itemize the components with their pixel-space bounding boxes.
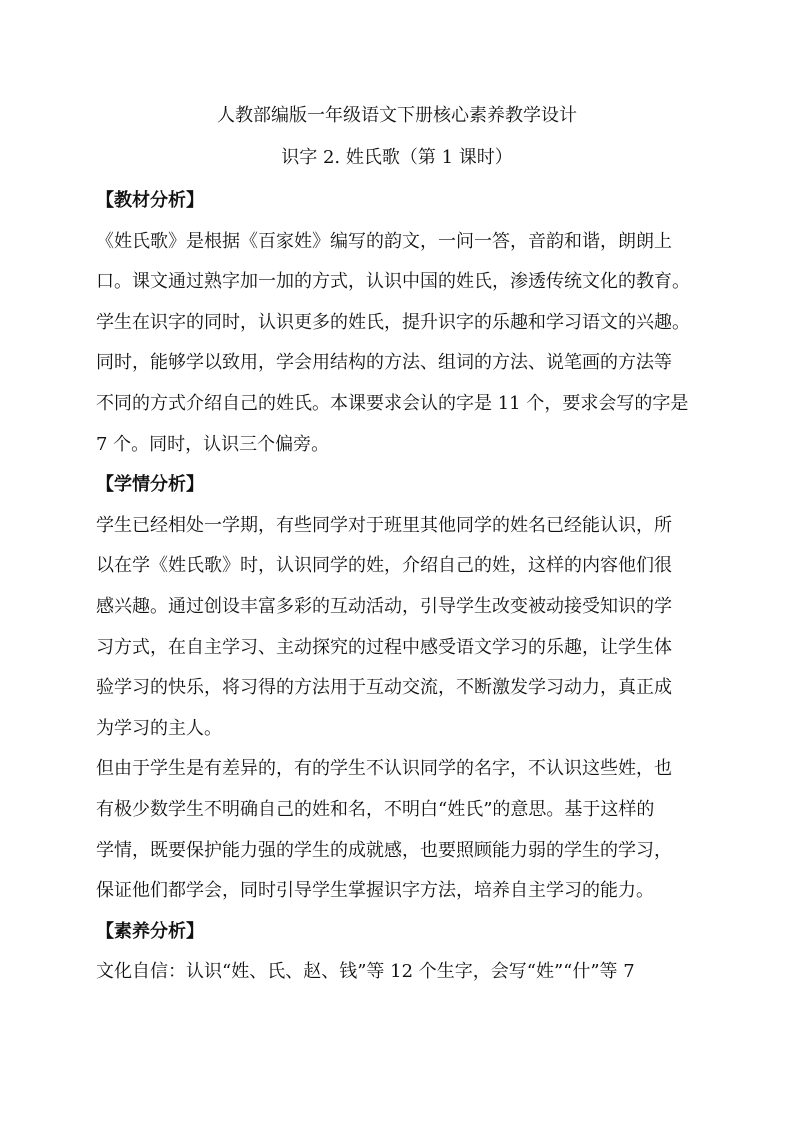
document-title: 人教部编版一年级语文下册核心素养教学设计: [217, 105, 577, 126]
paragraph-line: 验学习的快乐，将习得的方法用于互动交流，不断激发学习动力，真正成: [96, 677, 672, 699]
section-heading-literacy: 【素养分析】: [96, 920, 204, 942]
document-subtitle: 识字 2. 姓氏歌（第 1 课时）: [281, 147, 513, 168]
document-body: [96, 181, 708, 993]
paragraph-line: 以在学《姓氏歌》时，认识同学的姓，介绍自己的姓，这样的内容他们很: [96, 555, 672, 577]
paragraph-line: 习方式，在自主学习、主动探究的过程中感受语文学习的乐趣，让学生体: [96, 636, 672, 658]
paragraph-line: 为学习的主人。: [96, 717, 222, 739]
section-heading-material: 【教材分析】: [96, 190, 204, 211]
paragraph-line: 学生在识字的同时，认识更多的姓氏，提升识字的乐趣和学习语文的兴趣。: [96, 311, 690, 333]
paragraph-line: 文化自信：认识“姓、氏、赵、钱”等 12 个生字，会写“姓”“什”等 7: [96, 961, 635, 983]
paragraph-line: 感兴趣。通过创设丰富多彩的互动活动，引导学生改变被动接受知识的学: [96, 595, 672, 617]
paragraph-line: 有极少数学生不明确自己的姓和名，不明白“姓氏”的意思。基于这样的: [96, 798, 655, 820]
paragraph-line: 《姓氏歌》是根据《百家姓》编写的韵文，一问一答，音韵和谐，朗朗上: [96, 230, 672, 252]
paragraph-line: 保证他们都学会，同时引导学生掌握识字方法，培养自主学习的能力。: [96, 880, 654, 902]
paragraph-line: 同时，能够学以致用，学会用结构的方法、组词的方法、说笔画的方法等: [96, 352, 672, 374]
section-heading-students: 【学情分析】: [96, 474, 204, 496]
paragraph-line: 学情，既要保护能力强的学生的成就感，也要照顾能力弱的学生的学习，: [96, 839, 672, 861]
paragraph-line: 不同的方式介绍自己的姓氏。本课要求会认的字是 11 个，要求会写的字是: [96, 392, 689, 414]
paragraph-line: 但由于学生是有差异的，有的学生不认识同学的名字，不认识这些姓，也: [96, 758, 672, 780]
paragraph-line: 口。课文通过熟字加一加的方式，认识中国的姓氏，渗透传统文化的教育。: [96, 271, 690, 293]
paragraph-line: 学生已经相处一学期，有些同学对于班里其他同学的姓名已经能认识，所: [96, 514, 672, 536]
paragraph-line: 7 个。同时，认识三个偏旁。: [96, 433, 330, 455]
